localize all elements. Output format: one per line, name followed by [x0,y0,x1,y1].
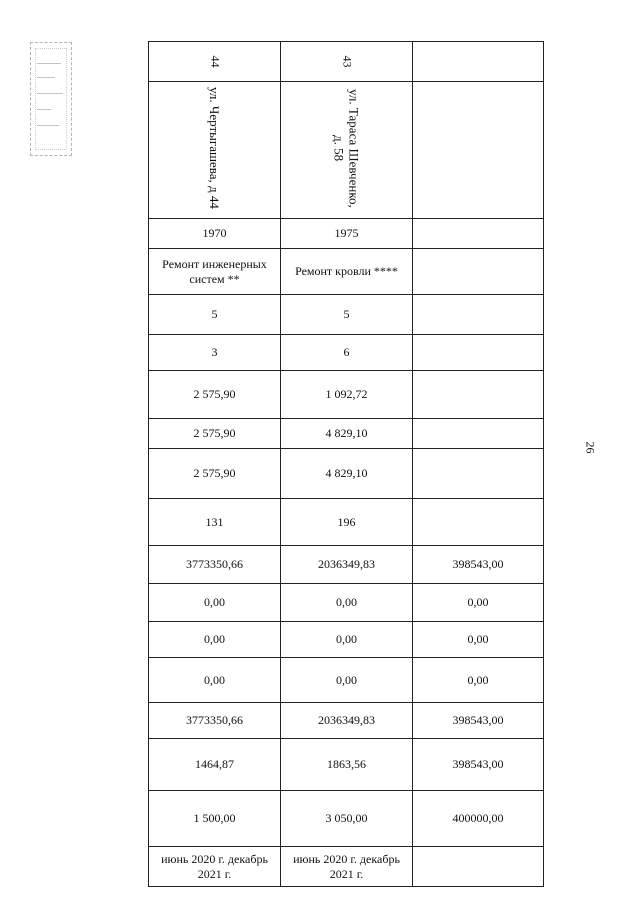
table-cell: Ремонт инженерных систем ** [149,249,281,295]
table-cell: 0,00 [413,584,544,622]
table-cell: 398543,00 [413,739,544,791]
table-cell: 1 092,72 [281,371,413,419]
table-cell [413,847,544,887]
table-cell: Ремонт кровли **** [281,249,413,295]
table-cell [413,335,544,371]
stamp-mark [30,42,72,156]
table-row [149,499,544,546]
table-cell: 2 575,90 [149,371,281,419]
table-row [149,847,544,887]
table-cell: 0,00 [149,658,281,703]
table-cell: 400000,00 [413,791,544,847]
table-cell: 1970 [149,219,281,249]
cell-number-44 [149,42,281,82]
table-cell: 0,00 [149,584,281,622]
row-numbers [149,42,544,82]
table-cell: 2036349,83 [281,546,413,584]
table-row [149,703,544,739]
table-cell: 0,00 [281,584,413,622]
table-cell: 6 [281,335,413,371]
table-cell: 1 500,00 [149,791,281,847]
table-cell: 3 050,00 [281,791,413,847]
table-row [149,295,544,335]
table-row [149,249,544,295]
table-cell: 5 [281,295,413,335]
table-cell: 0,00 [413,658,544,703]
cell-address [149,82,281,219]
table-cell [413,449,544,499]
table-cell: 4 829,10 [281,449,413,499]
table-cell: 1975 [281,219,413,249]
col-number-text: 44 [208,55,222,68]
table-cell: 196 [281,499,413,546]
table-row [149,739,544,791]
cell-address [413,82,544,219]
page-number: 26 [583,441,598,454]
address-text: ул. Тараса Шевченко, д. 58 [331,88,362,208]
col-number-text: 43 [340,55,354,68]
table-cell: 2036349,83 [281,703,413,739]
cell-address [281,82,413,219]
table-cell [413,249,544,295]
table-cell [413,295,544,335]
table-cell: 131 [149,499,281,546]
table-cell: 0,00 [281,622,413,658]
table-cell: 1464,87 [149,739,281,791]
table-cell: июнь 2020 г. декабрь 2021 г. [149,847,281,887]
table-cell: 4 829,10 [281,419,413,449]
table-row [149,622,544,658]
table-cell: 398543,00 [413,703,544,739]
table-cell: 0,00 [281,658,413,703]
table-cell [413,419,544,449]
table-row [149,791,544,847]
table-row [149,371,544,419]
table-cell: 0,00 [149,622,281,658]
table-cell: июнь 2020 г. декабрь 2021 г. [281,847,413,887]
table-cell: 5 [149,295,281,335]
address-text: ул. Чертыгашева, д 44 [207,87,222,209]
table-cell: 398543,00 [413,546,544,584]
table-row [149,584,544,622]
table-row [149,658,544,703]
table-cell: 3 [149,335,281,371]
table-row [149,546,544,584]
table-cell: 1863,56 [281,739,413,791]
row-address [149,82,544,219]
table-cell [413,371,544,419]
table-cell [413,219,544,249]
table-cell [413,499,544,546]
cell-number-empty [413,42,544,82]
table-cell: 0,00 [413,622,544,658]
table-row [149,335,544,371]
repair-register-table [148,41,544,887]
table-row [149,219,544,249]
table-row [149,419,544,449]
table-cell: 3773350,66 [149,703,281,739]
cell-number-43 [281,42,413,82]
table-row [149,449,544,499]
table-cell: 2 575,90 [149,419,281,449]
table-cell: 3773350,66 [149,546,281,584]
table-cell: 2 575,90 [149,449,281,499]
